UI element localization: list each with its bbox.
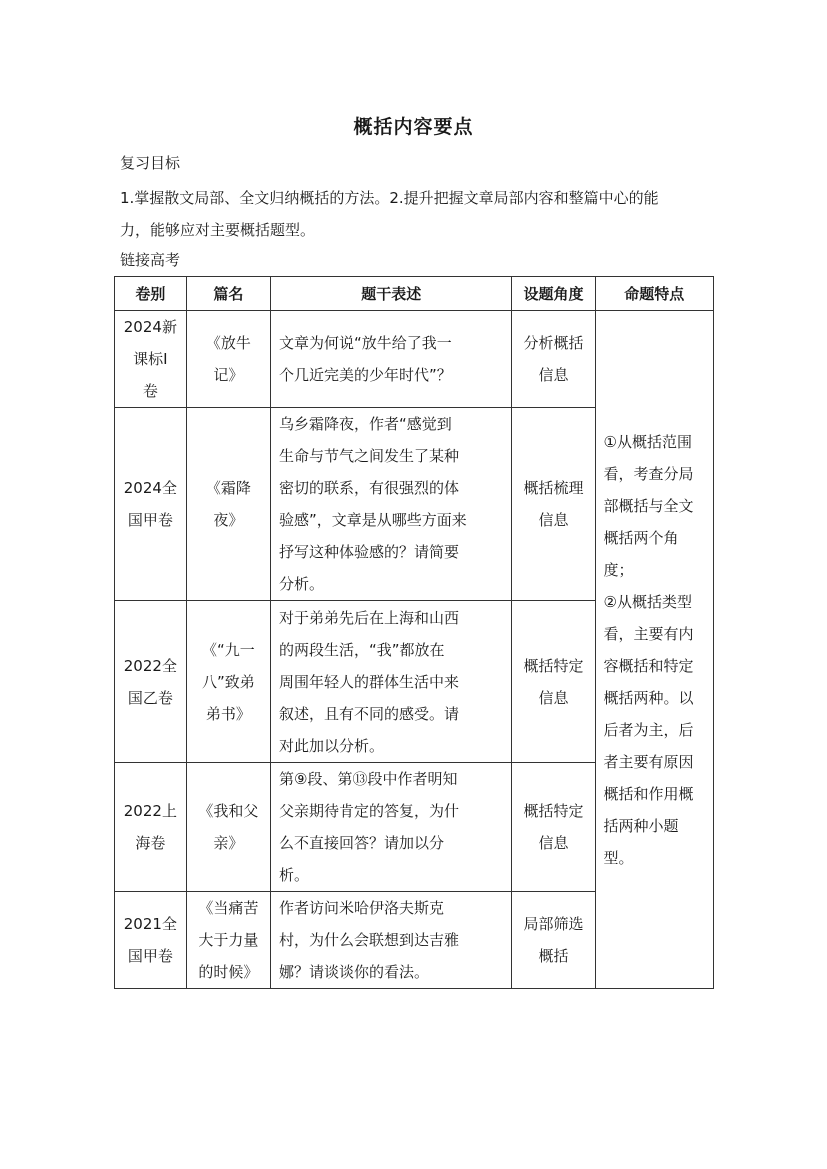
cell-title [186,892,270,989]
cell-line: 度； [603,560,634,579]
cell-line: 验感”，文章是从哪些方面来 [279,511,467,529]
cell-line: 分析概括 [523,334,584,352]
cell-line: 2024新 [123,318,177,336]
cell-angle [512,408,595,601]
cell-line: 卷 [142,382,158,400]
cell-desc [271,601,512,763]
cell-line: 大于力量 [198,931,259,949]
cell-line: 文章为何说“放牛给了我一 [279,334,452,352]
cell-juan [115,408,187,601]
cell-angle [512,892,595,989]
cell-line: 国甲卷 [127,947,173,965]
goal-line: 力，能够应对主要概括题型。 [120,221,316,239]
cell-line: 记》 [213,366,244,384]
cell-line: 括两种小题 [603,816,679,835]
page-title: 概括内容要点 [353,116,474,138]
cell-line: 概括两个角 [603,528,679,547]
cell-line: 《霜降 [205,479,251,497]
review-goals-heading: 复习目标 [120,154,181,172]
cell-desc [271,408,512,601]
exam-table [114,276,714,989]
cell-title [186,408,270,601]
cell-line: 抒写这种体验感的？请简要 [279,543,460,561]
cell-line: 亲》 [213,834,244,852]
table-row [115,311,714,408]
header-angle: 设题角度 [512,277,595,311]
cell-juan [115,601,187,763]
goal-line: 1.掌握散文局部、全文归纳概括的方法。2.提升把握文章局部内容和整篇中心的能 [120,189,659,207]
cell-line: 海卷 [135,834,166,852]
header-feature: 命题特点 [595,277,713,311]
cell-line: 2021全 [123,915,177,933]
cell-desc [271,311,512,408]
cell-line: 部概括与全文 [603,496,694,515]
cell-juan [115,763,187,892]
cell-line: 概括梳理 [523,479,584,497]
cell-line: 信息 [538,511,569,529]
cell-line: 夜》 [213,511,244,529]
cell-title [186,311,270,408]
review-goals-text [120,182,710,246]
cell-line: 概括特定 [523,656,584,675]
cell-line: 对此加以分析。 [279,736,385,755]
exam-link-heading: 链接高考 [120,251,181,269]
cell-line: 的时候》 [198,963,259,981]
table-header-row [115,277,714,311]
cell-line: 后者为主，后 [603,720,694,739]
cell-line: 《我和父 [198,802,259,820]
cell-line: 信息 [538,366,569,384]
cell-line: 《“九一 [201,640,255,659]
cell-line: 分析。 [279,575,325,593]
cell-line: ②从概括类型 [603,592,692,611]
cell-line: 析。 [279,866,310,884]
header-juan: 卷别 [115,277,187,311]
cell-line: 作者访问米哈伊洛夫斯克 [279,899,445,917]
cell-line: 局部筛选 [523,915,584,933]
cell-line: 乌乡霜降夜，作者“感觉到 [279,415,452,433]
cell-title [186,763,270,892]
cell-line: 父亲期待肯定的答复，为什 [279,802,460,820]
cell-line: 弟书》 [205,704,251,723]
cell-line: ①从概括范围 [603,432,692,451]
cell-line: 周围年轻人的群体生活中来 [279,672,460,691]
cell-title [186,601,270,763]
cell-line: 密切的联系，有很强烈的体 [279,479,460,497]
cell-line: 的两段生活，“我”都放在 [279,640,445,659]
cell-line: 型。 [603,848,634,867]
cell-line: 国乙卷 [127,688,173,707]
cell-angle [512,311,595,408]
cell-line: 叙述，且有不同的感受。请 [279,704,460,723]
cell-line: 2024全 [123,479,177,497]
cell-desc [271,763,512,892]
cell-line: 2022上 [123,802,177,820]
cell-line: 生命与节气之间发生了某种 [279,447,460,465]
cell-line: 者主要有原因 [603,752,694,771]
cell-line: 容概括和特定 [603,656,694,675]
cell-juan [115,311,187,408]
cell-line: 《放牛 [205,334,251,352]
cell-line: 国甲卷 [127,511,173,529]
cell-line: 村，为什么会联想到达吉雅 [279,931,460,949]
cell-line: 概括和作用概 [603,784,694,803]
cell-line: 2022全 [123,656,177,675]
cell-line: 概括两种。以 [603,688,694,707]
cell-angle [512,601,595,763]
cell-line: 看，主要有内 [603,624,694,643]
cell-line: 《当痛苦 [198,899,259,917]
cell-line: 么不直接回答？请加以分 [279,834,445,852]
cell-juan [115,892,187,989]
cell-line: 娜？请谈谈你的看法。 [279,963,430,981]
cell-line: 第⑨段、第⑬段中作者明知 [279,770,458,788]
header-desc: 题干表述 [271,277,512,311]
cell-line: 概括 [538,947,569,965]
cell-line: 个几近完美的少年时代”？ [279,366,452,384]
cell-line: 信息 [538,834,569,852]
header-title: 篇名 [186,277,270,311]
cell-line: 课标Ⅰ [133,350,168,368]
cell-angle [512,763,595,892]
cell-line: 信息 [538,688,569,707]
cell-desc [271,892,512,989]
cell-line: 看，考查分局 [603,464,694,483]
cell-line: 八”致弟 [201,672,255,691]
cell-feature [595,311,713,989]
cell-line: 对于弟弟先后在上海和山西 [279,608,460,627]
cell-line: 概括特定 [523,802,584,820]
